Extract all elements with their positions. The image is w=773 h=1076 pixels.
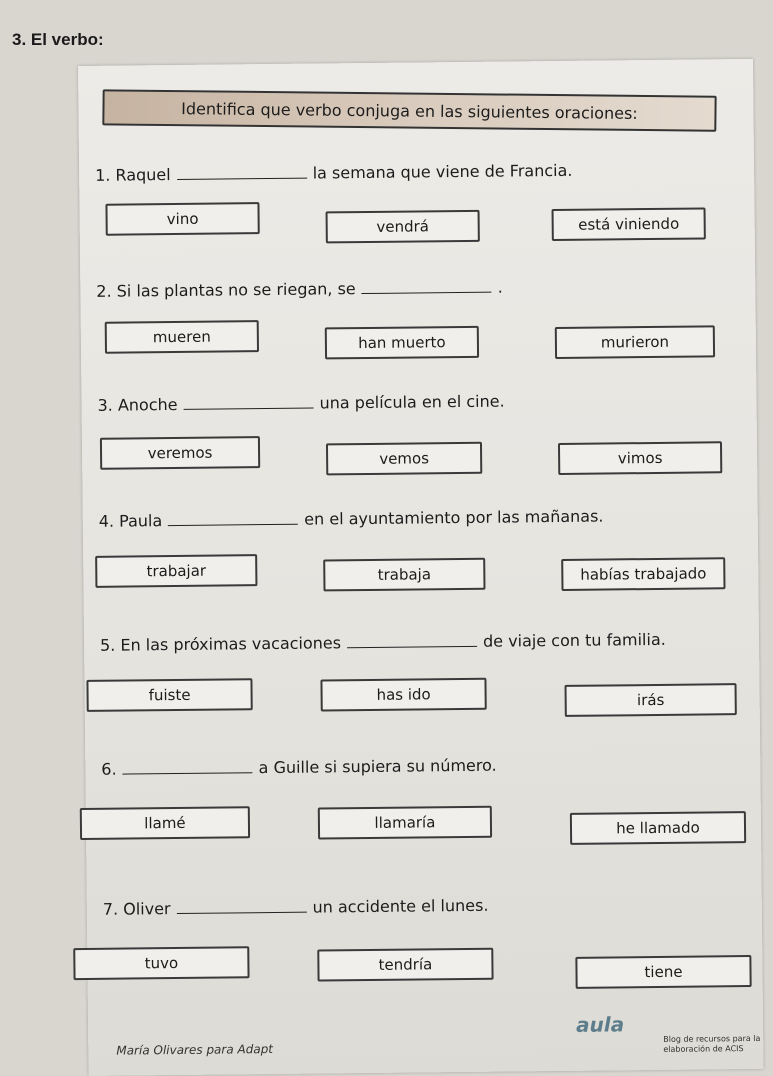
option-b[interactable]: llamaría <box>318 806 492 840</box>
question-5 <box>84 629 759 710</box>
answer-blank[interactable] <box>362 278 492 294</box>
sentence-start: 5. En las próximas vacaciones <box>99 633 342 655</box>
sentence-end: una película en el cine. <box>319 391 505 413</box>
question-1 <box>79 159 754 236</box>
sentence-start: 6. <box>101 759 117 779</box>
blog-credit: Blog de recursos para la elaboración de ACIS <box>663 1033 761 1054</box>
question-sentence <box>99 507 604 531</box>
answer-blank[interactable] <box>168 510 298 526</box>
option-c[interactable]: he llamado <box>570 811 746 845</box>
option-a[interactable]: fuiste <box>86 678 252 712</box>
question-sentence <box>103 896 489 919</box>
question-2 <box>80 275 755 353</box>
option-b[interactable]: han muerto <box>325 326 479 360</box>
question-sentence <box>101 756 496 779</box>
option-b[interactable]: vemos <box>326 442 482 476</box>
sentence-end: en el ayuntamiento por las mañanas. <box>304 506 604 529</box>
option-a[interactable]: veremos <box>100 436 260 470</box>
sentence-start: 4. Paula <box>98 511 163 531</box>
instruction-banner: Identifica que verbo conjuga en las siguientes oraciones: <box>102 89 716 131</box>
question-6 <box>85 753 760 838</box>
author-credit: María Olivares para Adapt <box>116 1042 274 1058</box>
answer-blank[interactable] <box>123 758 253 774</box>
option-c[interactable]: vimos <box>558 441 722 475</box>
aula-logo: aula <box>575 1012 625 1037</box>
answer-blank[interactable] <box>177 164 307 180</box>
option-a[interactable]: llamé <box>80 806 250 840</box>
option-a[interactable]: tuvo <box>73 946 249 980</box>
sentence-start: 2. Si las plantas no se riegan, se <box>96 279 356 301</box>
exercise-header: 3. El verbo: <box>12 30 104 49</box>
sentence-end: un accidente el lunes. <box>312 895 489 917</box>
sentence-start: 7. Oliver <box>102 899 171 919</box>
option-c[interactable]: tiene <box>575 955 751 989</box>
option-c[interactable]: irás <box>565 683 737 717</box>
question-4 <box>83 505 758 584</box>
option-b[interactable]: has ido <box>320 678 486 712</box>
answer-blank[interactable] <box>183 394 313 410</box>
sentence-end: a Guille si supiera su número. <box>258 755 497 778</box>
worksheet <box>78 59 764 1076</box>
sentence-end: la semana que viene de Francia. <box>312 160 573 183</box>
option-a[interactable]: vino <box>105 202 259 236</box>
option-c[interactable]: murieron <box>555 325 715 359</box>
option-a[interactable]: mueren <box>105 320 259 354</box>
sentence-start: 1. Raquel <box>95 165 171 185</box>
question-sentence <box>96 278 503 301</box>
sentence-end: de viaje con tu familia. <box>482 629 666 651</box>
question-3 <box>81 389 756 468</box>
question-sentence <box>100 630 666 655</box>
answer-blank[interactable] <box>176 898 306 914</box>
option-c[interactable]: habías trabajado <box>561 557 725 591</box>
answer-blank[interactable] <box>347 632 477 648</box>
question-sentence <box>95 161 572 185</box>
sentence-start: 3. Anoche <box>97 394 178 415</box>
sentence-end: . <box>497 277 503 297</box>
option-b[interactable]: tendría <box>317 948 493 982</box>
question-7 <box>87 893 762 982</box>
option-b[interactable]: trabaja <box>323 558 485 592</box>
question-sentence <box>97 392 504 415</box>
option-b[interactable]: vendrá <box>326 210 480 244</box>
option-a[interactable]: trabajar <box>95 554 257 588</box>
option-c[interactable]: está viniendo <box>552 207 706 241</box>
